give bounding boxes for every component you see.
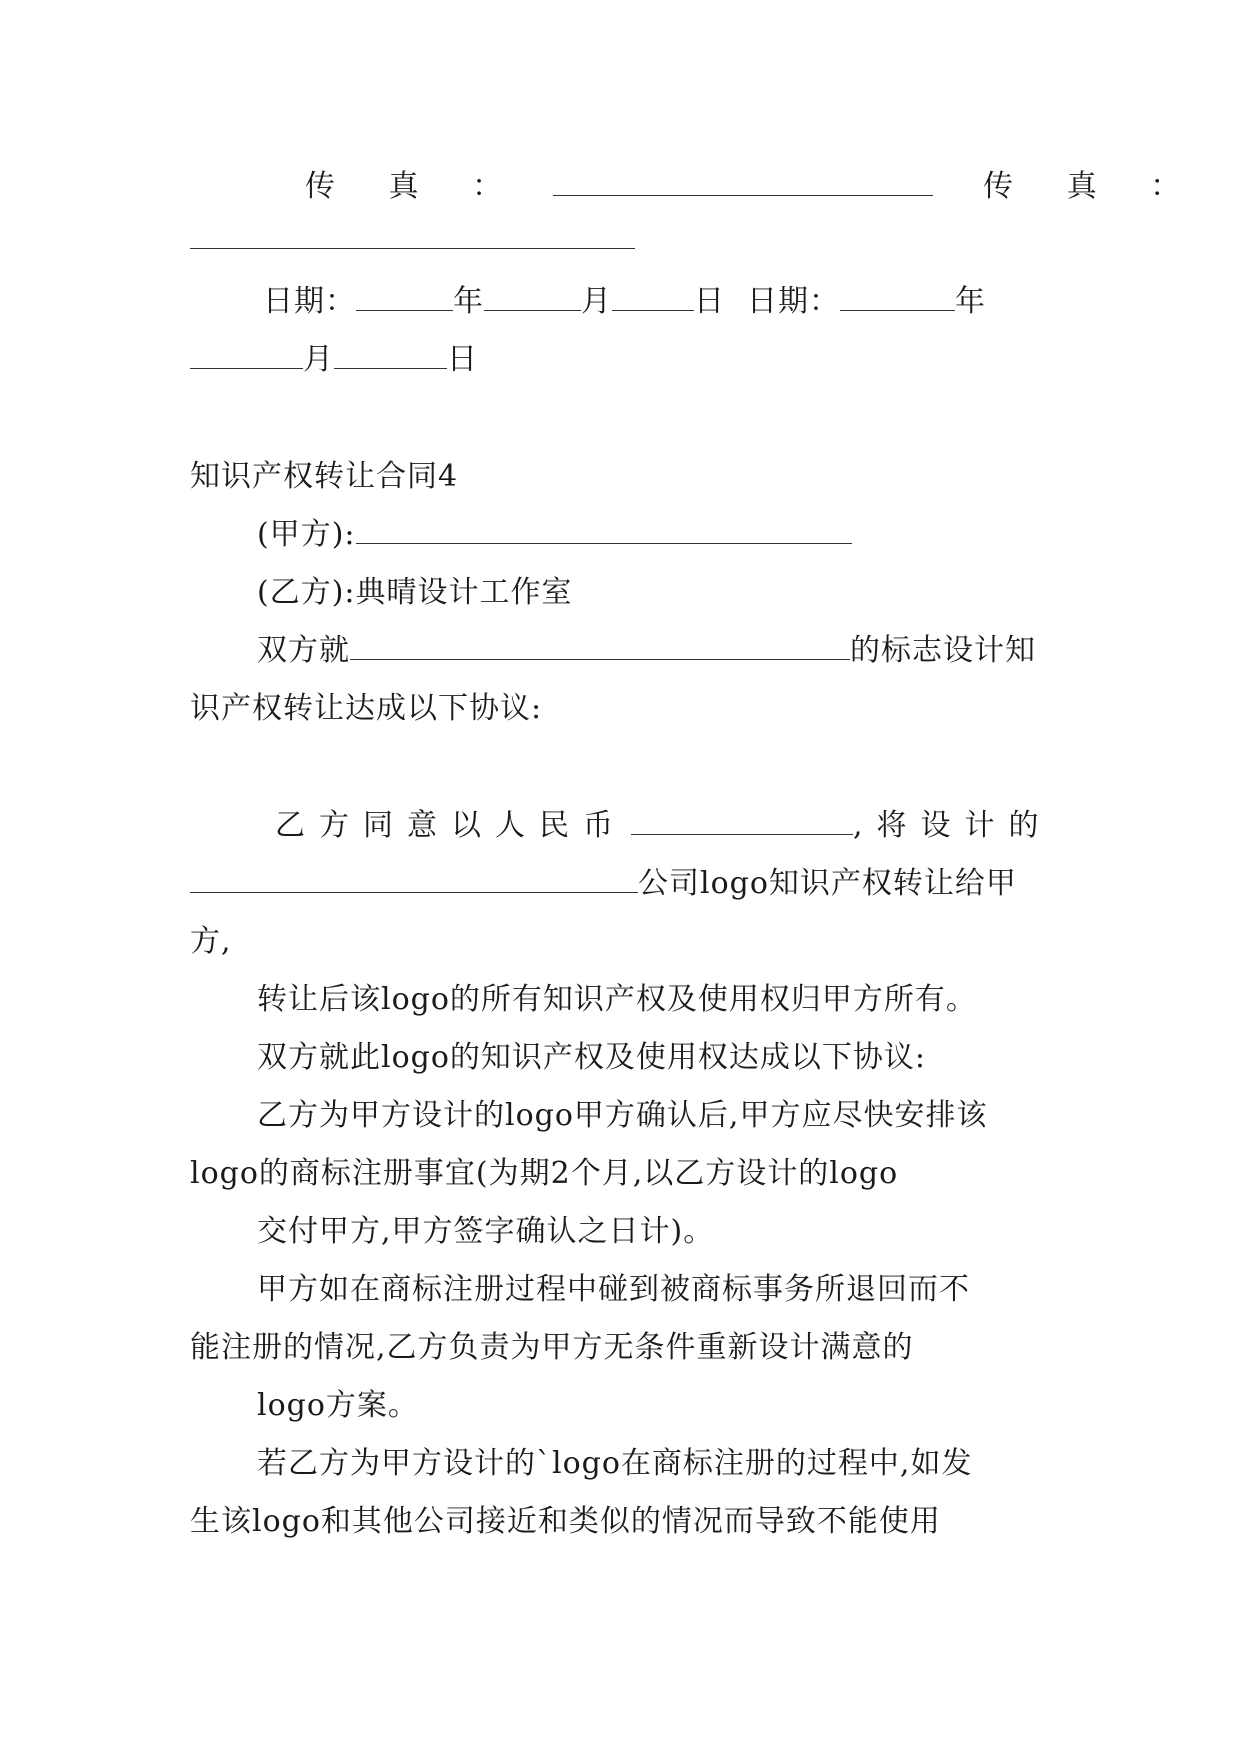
year-blank-a	[356, 282, 453, 311]
intro-blank	[350, 631, 850, 660]
date-label-b: 日期：	[747, 284, 840, 319]
day-blank-b	[334, 340, 447, 369]
month-label-a: 月	[581, 284, 612, 319]
date-continuation	[190, 340, 1050, 380]
fax-continuation	[190, 220, 1050, 260]
paragraph-1: 转让后该logo的所有知识产权及使用权归甲方所有。	[257, 982, 977, 1017]
day-label-b: 日	[447, 342, 478, 377]
party-a-label: (甲方):	[257, 517, 356, 552]
company-blank	[190, 864, 638, 893]
paragraph-3-line-2: logo的商标注册事宜(为期2个月,以乙方设计的logo	[190, 1156, 899, 1191]
paragraph-3-line-3: 交付甲方,甲方签字确认之日计)。	[257, 1214, 715, 1249]
year-blank-b	[840, 282, 955, 311]
intro-text-b: 的标志设计知	[850, 633, 1036, 668]
clause1-text-a: 乙方同意以人民币	[275, 808, 627, 843]
paragraph-3-line-1: 乙方为甲方设计的logo甲方确认后,甲方应尽快安排该	[257, 1098, 988, 1133]
paragraph-4-line-1: 甲方如在商标注册过程中碰到被商标事务所退回而不	[257, 1272, 970, 1307]
intro-line-1	[257, 631, 1050, 671]
fax-blank-a	[553, 167, 933, 196]
party-a-blank	[356, 515, 852, 544]
party-b-line: (乙方):典晴设计工作室	[257, 575, 573, 610]
month-blank-a	[484, 282, 581, 311]
fax-label-b: 传 真 ：	[983, 169, 1203, 204]
clause1-text-c: 公司logo知识产权转让给甲	[638, 866, 1017, 901]
day-label-a: 日	[694, 284, 725, 319]
party-a-line	[257, 515, 1050, 555]
month-blank-b	[190, 340, 303, 369]
paragraph-5-line-1: 若乙方为甲方设计的`logo在商标注册的过程中,如发	[257, 1446, 973, 1481]
intro-text-a: 双方就	[257, 633, 350, 668]
price-blank	[631, 806, 853, 835]
fax-blank-b	[190, 220, 635, 249]
year-label-a: 年	[453, 284, 484, 319]
date-label-a: 日期：	[263, 284, 356, 319]
paragraph-2: 双方就此logo的知识产权及使用权达成以下协议:	[257, 1040, 927, 1075]
clause1-text-b: ,将设计的	[853, 808, 1053, 843]
paragraph-4-line-2: 能注册的情况,乙方负责为甲方无条件重新设计满意的	[190, 1330, 914, 1365]
date-line	[263, 282, 1063, 322]
month-label-b: 月	[303, 342, 334, 377]
paragraph-4-line-3: logo方案。	[257, 1388, 419, 1423]
year-label-b: 年	[955, 284, 986, 319]
fax-label-a: 传 真 ：	[305, 169, 525, 204]
fax-line	[305, 167, 1203, 207]
day-blank-a	[612, 282, 694, 311]
intro-line-2: 识产权转让达成以下协议:	[190, 691, 543, 726]
contract-title: 知识产权转让合同4	[190, 459, 459, 494]
clause1-line-2	[190, 864, 1050, 904]
clause1-line-1	[275, 806, 1055, 846]
clause1-line-3: 方,	[190, 924, 232, 959]
paragraph-5-line-2: 生该logo和其他公司接近和类似的情况而导致不能使用	[190, 1504, 941, 1539]
